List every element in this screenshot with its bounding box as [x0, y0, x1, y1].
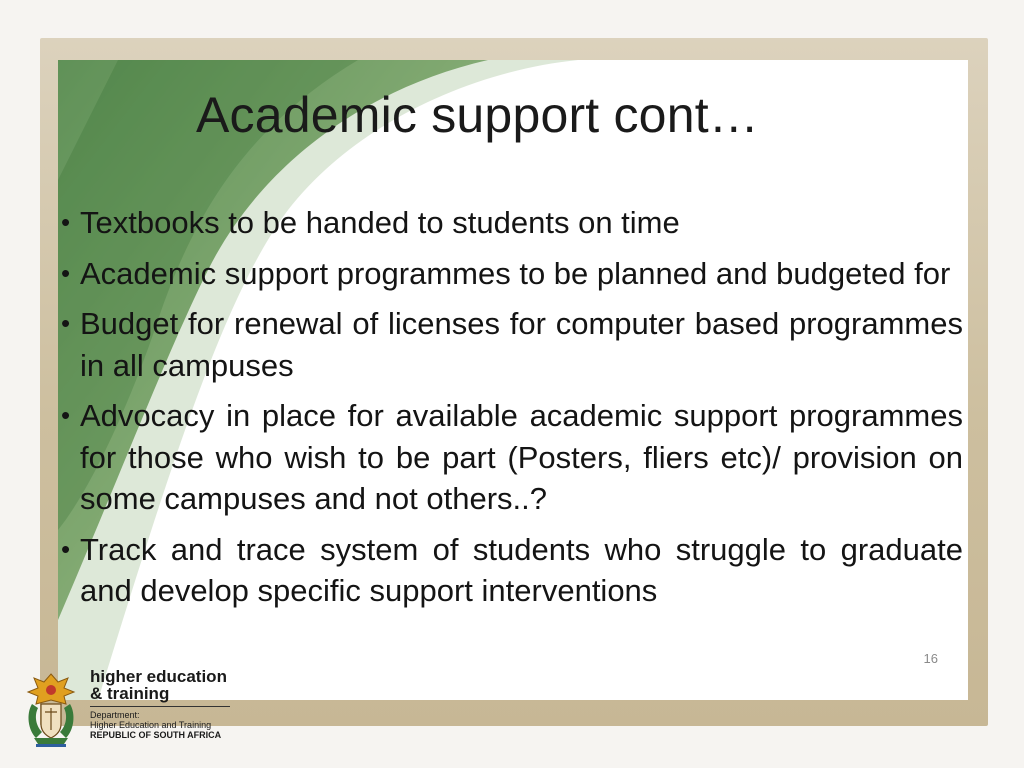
- bullet-text: Textbooks to be handed to students on time: [80, 205, 680, 240]
- bullet-text: Track and trace system of students who struggle to graduate and develop specific support interventions: [80, 531, 963, 608]
- slide-frame: [40, 38, 988, 726]
- bullet-text: Budget for renewal of licenses for computer based programmes in all campuses: [80, 306, 963, 383]
- department-logo: [22, 668, 236, 748]
- logo-department-label: Department:: [90, 710, 140, 720]
- bullet-icon: •: [61, 533, 71, 564]
- bullet-list: [58, 202, 963, 621]
- logo-divider: [90, 706, 230, 707]
- bullet-item: [58, 303, 963, 386]
- bullet-icon: •: [61, 207, 71, 237]
- bullet-item: [58, 529, 963, 612]
- bullet-text: Advocacy in place for available academic support programmes for those who wish to be part (Posters, fliers etc)/ provision on some campuses and not others..?: [80, 398, 963, 516]
- slide-canvas: [58, 60, 968, 703]
- bullet-icon: •: [61, 308, 71, 338]
- logo-country: REPUBLIC OF SOUTH AFRICA: [90, 730, 222, 740]
- bullet-item: [58, 202, 963, 244]
- bullet-text: Academic support programmes to be planned and budgeted for: [80, 255, 951, 291]
- logo-text-line1: higher education: [90, 667, 227, 686]
- logo-text-line2: & training: [90, 684, 170, 703]
- bullet-icon: •: [61, 257, 71, 288]
- bullet-item: [58, 253, 963, 295]
- slide-title: Academic support cont…: [196, 87, 759, 143]
- bullet-icon: •: [61, 400, 71, 430]
- logo-department-name: Higher Education and Training: [90, 720, 212, 730]
- slide-number: 16: [923, 651, 938, 666]
- bullet-item: [58, 395, 963, 520]
- coat-of-arms-icon: [22, 670, 80, 748]
